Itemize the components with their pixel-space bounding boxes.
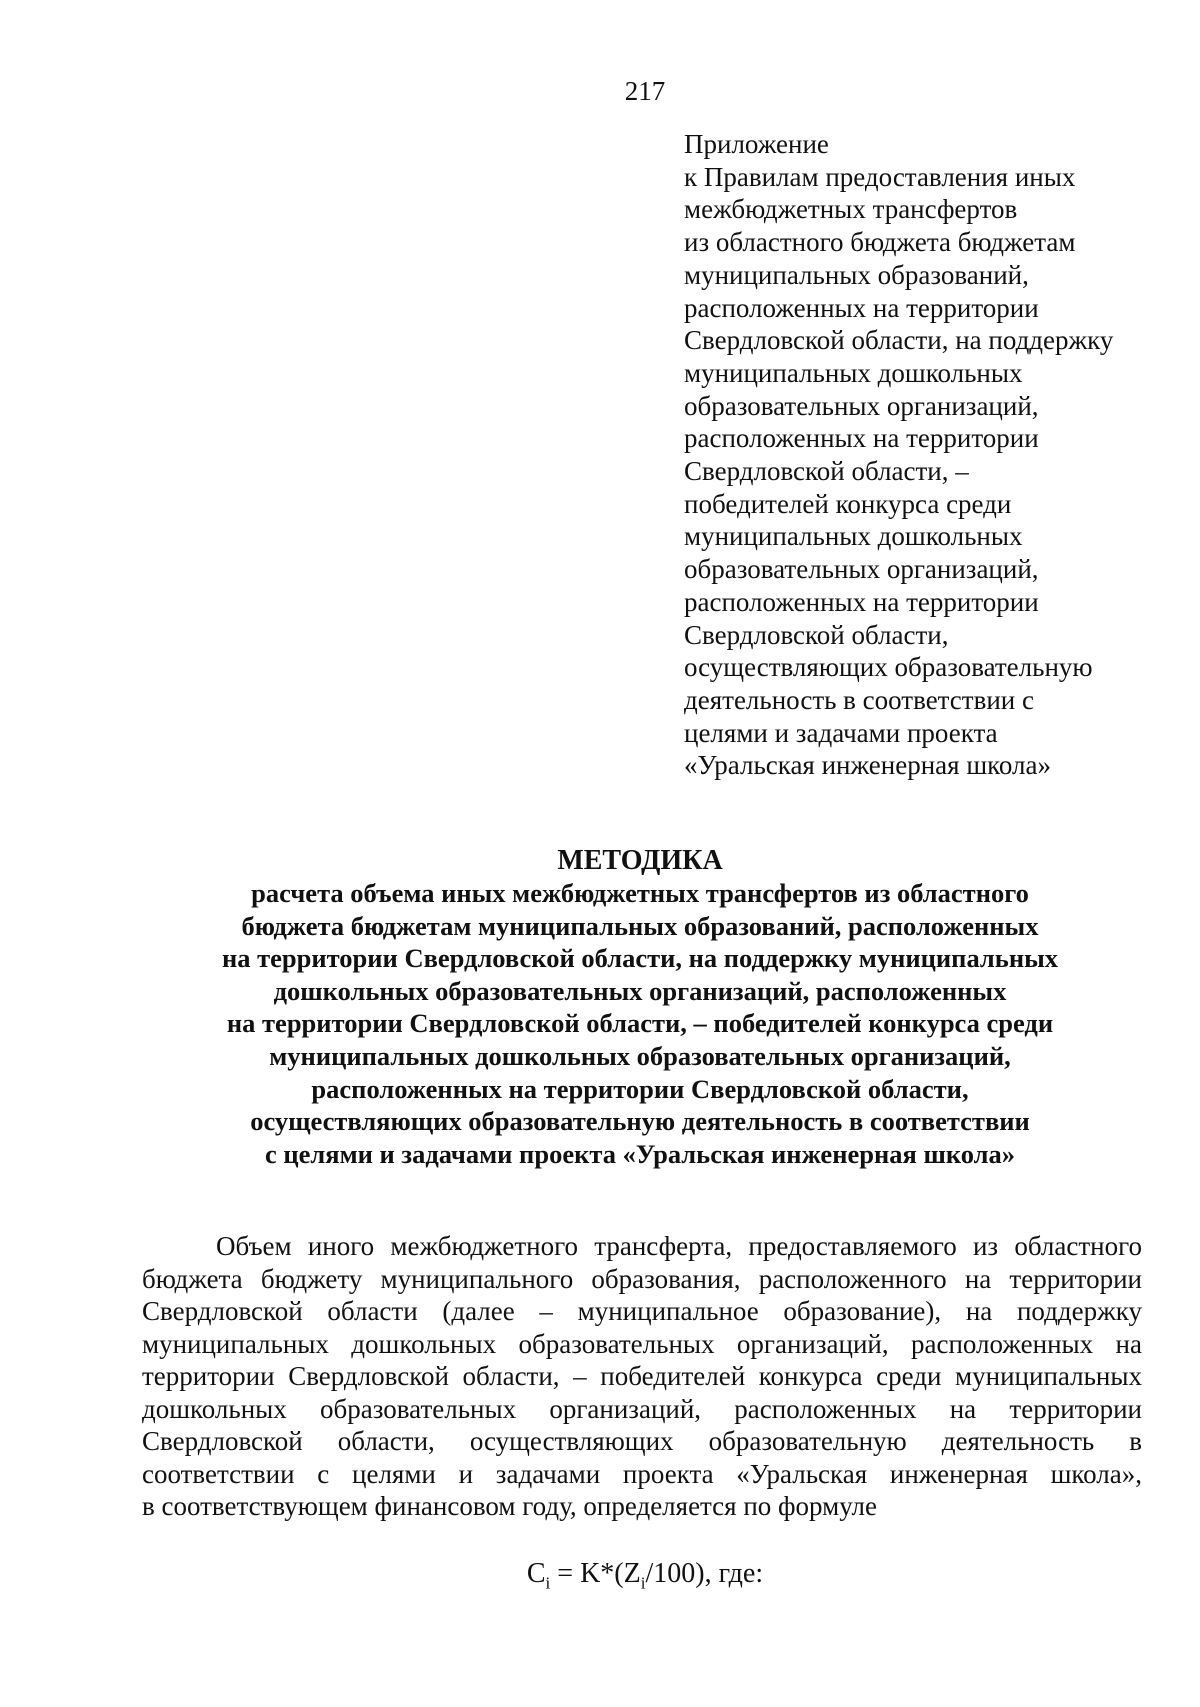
body-line: соответствии с целями и задачами проекта «Уральская инженерная школа»,: [142, 1458, 1142, 1489]
appendix-line: Приложение: [684, 129, 829, 159]
appendix-line: целями и задачами проекта: [684, 717, 998, 748]
appendix-line: образовательных организаций,: [684, 390, 1039, 421]
body-line: муниципальных дошкольных образовательных организаций, расположенных на: [142, 1328, 1142, 1359]
body-line: Объем иного межбюджетного трансферта, предоставляемого из областного: [216, 1231, 1142, 1261]
appendix-line: «Уральская инженерная школа»: [684, 750, 1051, 781]
appendix-header: [684, 128, 1184, 782]
page-number: 217: [624, 76, 666, 106]
formula-eq: = K*(Z: [550, 1558, 641, 1589]
formula: [0, 1560, 1200, 1592]
appendix-line: образовательных организаций,: [684, 554, 1039, 585]
body-line: бюджета бюджету муниципального образования, расположенного на территории: [142, 1263, 1142, 1294]
body-line: в соответствующем финансовом году, определяется по формуле: [142, 1491, 877, 1521]
formula-tail: /100), где:: [645, 1558, 764, 1589]
appendix-line: Свердловской области, на поддержку: [684, 325, 1114, 356]
appendix-line: из областного бюджета бюджетам: [684, 227, 1076, 258]
title-line: на территории Свердловской области, на поддержку муниципальных: [221, 943, 1059, 974]
formula-z-subscript: i: [640, 1573, 646, 1593]
appendix-line: межбюджетных трансфертов: [684, 194, 1018, 225]
title-line: муниципальных дошкольных образовательных организаций,: [269, 1040, 1011, 1071]
appendix-line: расположенных на территории: [684, 423, 1039, 454]
body-line: территории Свердловской области, – победителей конкурса среди муниципальных: [142, 1361, 1142, 1391]
title-line: дошкольных образовательных организаций, расположенных: [273, 975, 1007, 1006]
appendix-line: муниципальных образований,: [684, 259, 1029, 290]
formula-c: C: [526, 1558, 546, 1589]
title-line: бюджета бюджетам муниципальных образований, расположенных: [241, 910, 1039, 941]
formula-c-subscript: i: [545, 1573, 551, 1593]
appendix-line: Свердловской области,: [684, 619, 949, 650]
body-line: Свердловской области (далее – муниципальное образование), на поддержку: [142, 1296, 1142, 1326]
title-line: расчета объема иных межбюджетных трансфертов из областного: [251, 878, 1029, 908]
appendix-line: расположенных на территории: [684, 292, 1039, 323]
title-line: расположенных на территории Свердловской области,: [311, 1073, 969, 1104]
document-title: [140, 845, 1140, 1170]
body-line: дошкольных образовательных организаций, расположенных на территории: [142, 1393, 1142, 1424]
title-line: с целями и задачами проекта «Уральская инженерная школа»: [264, 1138, 1016, 1169]
appendix-line: к Правилам предоставления иных: [684, 161, 1076, 192]
body-paragraph: [142, 1230, 1142, 1523]
title-heading: МЕТОДИКА: [557, 845, 723, 876]
appendix-line: муниципальных дошкольных: [684, 357, 1023, 388]
appendix-line: осуществляющих образовательную: [684, 652, 1093, 683]
appendix-line: муниципальных дошкольных: [684, 521, 1023, 552]
appendix-line: расположенных на территории: [684, 586, 1039, 617]
appendix-line: победителей конкурса среди: [684, 488, 1012, 519]
appendix-line: деятельность в соответствии с: [684, 684, 1034, 715]
body-line: Свердловской области, осуществляющих образовательную деятельность в: [142, 1426, 1142, 1456]
title-line: осуществляющих образовательную деятельность в соответствии: [250, 1106, 1030, 1137]
appendix-line: Свердловской области, –: [684, 456, 969, 487]
title-line: на территории Свердловской области, – победителей конкурса среди: [226, 1008, 1054, 1039]
